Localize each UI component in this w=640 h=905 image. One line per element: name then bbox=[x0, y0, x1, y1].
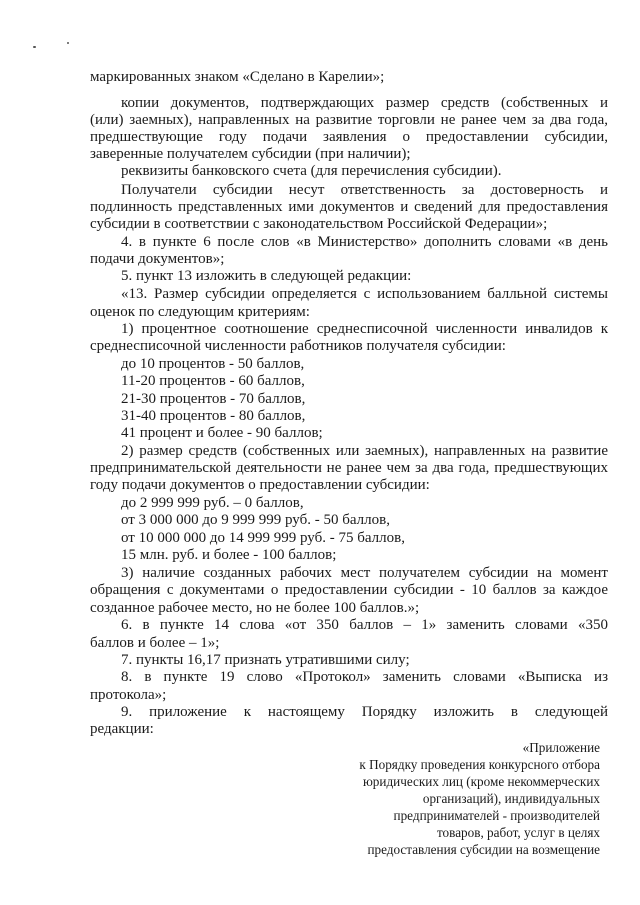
text-line: 31-40 процентов - 80 баллов, bbox=[121, 408, 306, 424]
text-line: редакции: bbox=[90, 721, 154, 737]
text-line: 41 процент и более - 90 баллов; bbox=[121, 425, 323, 441]
annex-line: предпринимателей - производителей bbox=[393, 808, 600, 823]
text-line: баллов и более – 1»; bbox=[90, 635, 220, 651]
text-line: от 3 000 000 до 9 999 999 руб. - 50 баллов, bbox=[121, 512, 390, 528]
text-line: 2) размер средств (собственных или заемных), направленных на развитие bbox=[121, 443, 608, 459]
scan-speck bbox=[33, 46, 36, 48]
text-line: до 2 999 999 руб. – 0 баллов, bbox=[121, 495, 304, 511]
text-line: 4. в пункте 6 после слов «в Министерство» дополнить словами «в день bbox=[121, 234, 608, 250]
text-line: маркированных знаком «Сделано в Карелии»; bbox=[90, 69, 385, 85]
text-line: 5. пункт 13 изложить в следующей редакции: bbox=[121, 268, 412, 284]
text-line: 9. приложение к настоящему Порядку изложить в следующей bbox=[121, 704, 608, 720]
text-line: предшествующие году подачи заявления о предоставлении субсидии, bbox=[90, 129, 608, 145]
text-line: подлинность представленных ими документов и сведений для предоставления bbox=[90, 199, 608, 215]
text-line: 21-30 процентов - 70 баллов, bbox=[121, 391, 306, 407]
text-line: 7. пункты 16,17 признать утратившими силу; bbox=[121, 652, 410, 668]
text-line: обращения с документами о предоставлении субсидии - 10 баллов за каждое bbox=[90, 582, 608, 598]
text-line: 1) процентное соотношение среднесписочной численности инвалидов к bbox=[121, 321, 608, 337]
text-line: 15 млн. руб. и более - 100 баллов; bbox=[121, 547, 337, 563]
text-line: оценок по следующим критериям: bbox=[90, 304, 310, 320]
text-line: до 10 процентов - 50 баллов, bbox=[121, 356, 305, 372]
text-line: заверенные получателем субсидии (при наличии); bbox=[90, 146, 411, 162]
scan-speck bbox=[67, 42, 69, 44]
text-line: 6. в пункте 14 слова «от 350 баллов – 1» заменить словами «350 bbox=[121, 617, 608, 633]
text-line: среднесписочной численности работников получателя субсидии: bbox=[90, 338, 506, 354]
annex-line: предоставления субсидии на возмещение bbox=[367, 842, 600, 857]
text-line: реквизиты банковского счета (для перечисления субсидии). bbox=[121, 163, 502, 179]
text-line: предпринимательской деятельности не ранее чем за два года, предшествующих bbox=[90, 460, 608, 476]
annex-line: к Порядку проведения конкурсного отбора bbox=[359, 757, 600, 772]
text-line: копии документов, подтверждающих размер средств (собственных и bbox=[121, 95, 608, 111]
annex-line: «Приложение bbox=[522, 740, 600, 755]
text-line: 3) наличие созданных рабочих мест получателем субсидии на момент bbox=[121, 565, 608, 581]
text-line: 11-20 процентов - 60 баллов, bbox=[121, 373, 305, 389]
annex-line: юридических лиц (кроме некоммерческих bbox=[362, 774, 600, 789]
text-line: году подачи документов о предоставлении субсидии: bbox=[90, 477, 430, 493]
annex-line: товаров, работ, услуг в целях bbox=[436, 825, 600, 840]
annex-line: организаций), индивидуальных bbox=[422, 791, 600, 806]
text-line: протокола»; bbox=[90, 687, 167, 703]
text-line: 8. в пункте 19 слово «Протокол» заменить словами «Выписка из bbox=[121, 669, 608, 685]
text-line: субсидии в соответствии с законодательством Российской Федерации»; bbox=[90, 216, 548, 232]
text-line: созданное рабочее место, но не более 100 баллов.»; bbox=[90, 600, 420, 616]
text-line: Получатели субсидии несут ответственность за достоверность и bbox=[121, 182, 608, 198]
text-line: (или) заемных), направленных на развитие торговли не ранее чем за два года, bbox=[90, 112, 608, 128]
text-line: от 10 000 000 до 14 999 999 руб. - 75 баллов, bbox=[121, 530, 405, 546]
text-line: подачи документов»; bbox=[90, 251, 225, 267]
text-line: «13. Размер субсидии определяется с использованием балльной системы bbox=[121, 286, 608, 302]
